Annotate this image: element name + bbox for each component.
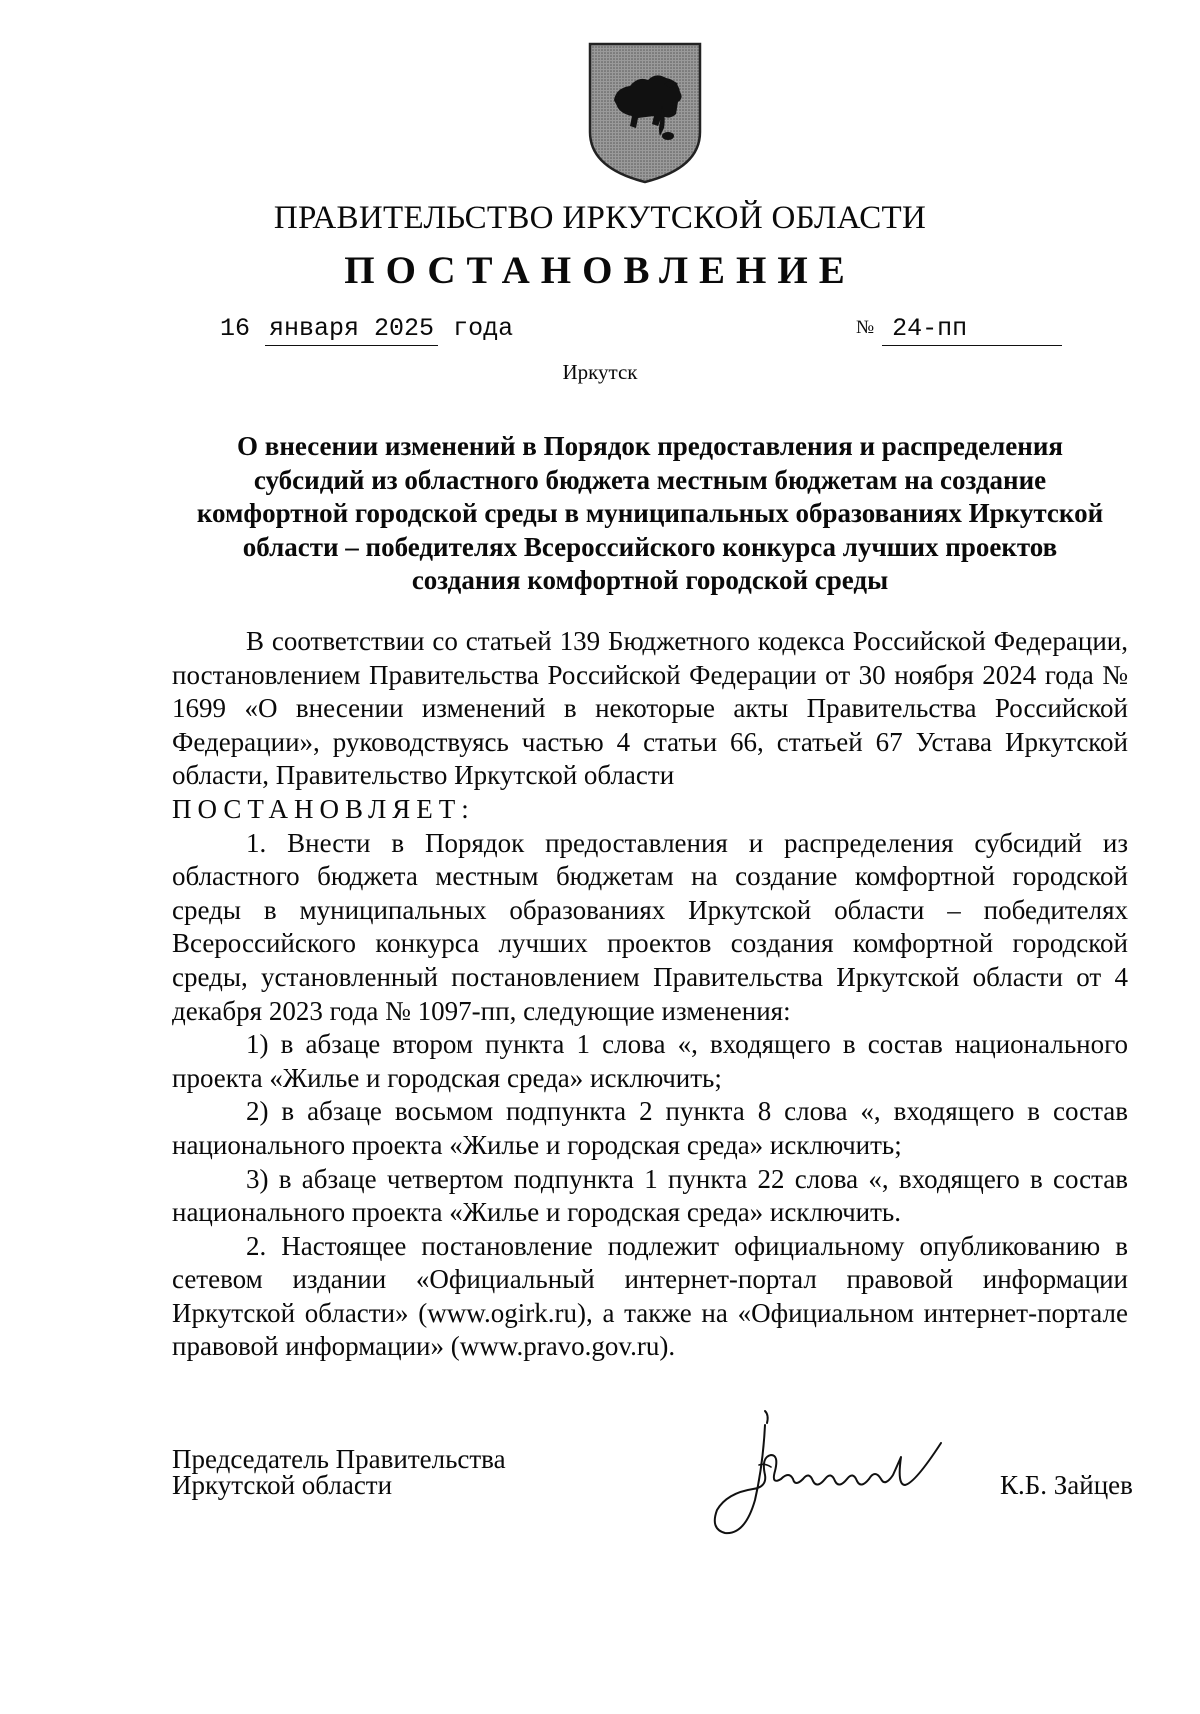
signer-position bbox=[172, 1446, 506, 1498]
document-city: Иркутск bbox=[562, 360, 638, 384]
document-type: ПОСТАНОВЛЕНИЕ bbox=[344, 249, 856, 292]
title-line: О внесении изменений в Порядок предоставления и распределения bbox=[237, 431, 1063, 461]
document-date bbox=[220, 314, 513, 346]
organization-name: ПРАВИТЕЛЬСТВО ИРКУТСКОЙ ОБЛАСТИ bbox=[273, 200, 927, 236]
subitem-2-paragraph: 2) в абзаце восьмом подпункта 2 пункта 8 слова «, входящего в состав национального проекта «Жилье и городская среда» исключить; bbox=[172, 1096, 1128, 1160]
title-line: субсидий из областного бюджета местным бюджетам на создание bbox=[253, 464, 1047, 495]
date-day: 16 bbox=[220, 314, 251, 343]
resolves-word: ПОСТАНОВЛЯЕТ: bbox=[172, 793, 475, 824]
title-line: комфортной городской среды в муниципальных образованиях Иркутской bbox=[196, 498, 1104, 528]
title-line: создания комфортной городской среды bbox=[411, 565, 889, 595]
number-sign: № bbox=[856, 317, 875, 338]
handwritten-signature-icon bbox=[705, 1405, 955, 1555]
signer-position-line: Иркутской области bbox=[172, 1470, 393, 1500]
number-value: 24-пп bbox=[882, 314, 1062, 346]
preamble-paragraph: В соответствии со статьей 139 Бюджетного кодекса Российской Федерации, постановлением Правительства Российской Федерации от 30 ноября 2024 года № 1699 «О внесении изменений в некоторые акты Правительства Российской Федерации», руководствуясь частью 4 статьи 66, статьей 67 Устава Иркутской области, Правительство Иркутской области bbox=[172, 626, 1128, 791]
irkutsk-coat-of-arms-icon bbox=[586, 40, 704, 185]
signer-position-line: Председатель Правительства bbox=[172, 1444, 506, 1474]
document-title bbox=[172, 430, 1128, 598]
document-body bbox=[172, 625, 1128, 1364]
item-1-paragraph: 1. Внести в Порядок предоставления и распределения субсидий из областного бюджета местным бюджетам на создание комфортной городской среды в муниципальных образованиях Иркутской области – победителях Всероссийского конкурса лучших проектов создания комфортной городской среды, установленный постановлением Правительства Иркутской области от 4 декабря 2023 года № 1097-пп, следующие изменения: bbox=[172, 827, 1128, 1026]
date-year-word: года bbox=[453, 314, 514, 343]
item-2-paragraph: 2. Настоящее постановление подлежит официальному опубликованию в сетевом издании «Официальный интернет-портал правовой информации Иркутской области» (www.ogirk.ru), а также на «Официальном интернет-портале правовой информации» (www.pravo.gov.ru). bbox=[172, 1230, 1128, 1362]
title-line: области – победителях Всероссийского конкурса лучших проектов bbox=[242, 531, 1058, 562]
document-number bbox=[856, 314, 1062, 346]
subitem-1-paragraph: 1) в абзаце втором пункта 1 слова «, входящего в состав национального проекта «Жилье и городская среда» исключить; bbox=[172, 1029, 1128, 1093]
date-month-year: января 2025 bbox=[265, 314, 438, 346]
subitem-3-paragraph: 3) в абзаце четвертом подпункта 1 пункта 22 слова «, входящего в состав национального проекта «Жилье и городская среда» исключить. bbox=[172, 1163, 1128, 1228]
signer-name: К.Б. Зайцев bbox=[1000, 1470, 1133, 1500]
